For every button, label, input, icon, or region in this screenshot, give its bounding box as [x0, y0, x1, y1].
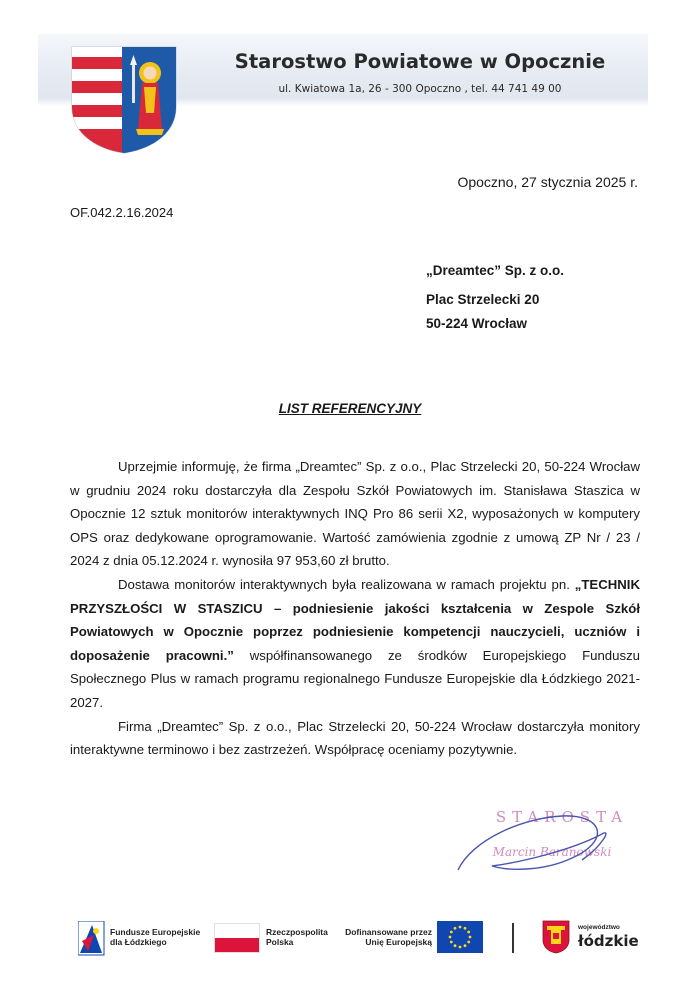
- polish-flag-icon: [214, 923, 260, 953]
- stamp-title: STAROSTA: [495, 808, 629, 826]
- rp-label-line2: Polska: [266, 937, 294, 947]
- signature-stamp: [452, 800, 642, 880]
- letter-date: Opoczno, 27 stycznia 2025 r.: [457, 174, 638, 190]
- funding-logos-bar: [0, 915, 700, 965]
- stamp-name: Marcin Baranowski: [492, 845, 612, 859]
- organization-address: ul. Kwiatowa 1a, 26 - 300 Opoczno , tel. 44 741 49 00: [278, 83, 562, 95]
- fe-label-line1: Fundusze Europejskie: [110, 927, 201, 937]
- project-name: „TECHNIK PRZYSZŁOŚCI W STASZICU – podniesienie jakości kształcenia w Zespole Szkół Powiatowych w Opocznie poprzez podniesienie kompetencji nauczycieli, uczniów i doposażenie pracowni.”: [70, 576, 640, 663]
- footer-divider: [512, 923, 514, 953]
- fe-label: [110, 927, 200, 947]
- paragraph-2: [70, 573, 640, 715]
- lodzkie-crest-icon: [542, 920, 570, 954]
- fe-label-line2: dla Łódzkiego: [110, 937, 167, 947]
- region-small-label: województwo: [578, 924, 620, 931]
- document-title: LIST REFERENCYJNY: [278, 401, 422, 416]
- rp-label: [266, 927, 328, 947]
- paragraph-1: Uprzejmie informuję, że firma „Dreamtec” Sp. z o.o., Plac Strzelecki 20, 50-224 Wrocław w grudniu 2024 roku dostarczyła dla Zespołu Szkół Powiatowych im. Stanisława Staszica w Opocznie 12 sztuk monitorów interaktywnych INQ Pro 86 serii X2, wyposażonych w komputery OPS oraz dedykowane oprogramowanie. Wartość zamówienia zgodnie z umową ZP Nr / 23 / 2024 z dnia 05.12.2024 r. wynosiła 97 953,60 zł brutto.: [70, 459, 640, 569]
- eu-flag-icon: [437, 921, 483, 953]
- eu-label: [344, 927, 432, 947]
- paragraph-2-intro: Dostawa monitorów interaktywnych była realizowana w ramach projektu pn.: [118, 576, 575, 592]
- letter-body: [70, 455, 640, 762]
- region-name: łódzkie: [578, 932, 639, 950]
- eu-label-line2: Unię Europejską: [365, 937, 432, 947]
- recipient-city: 50-224 Wrocław: [426, 316, 528, 331]
- recipient-company: „Dreamtec” Sp. z o.o.: [426, 263, 565, 278]
- rp-label-line1: Rzeczpospolita: [266, 927, 328, 937]
- eu-label-line1: Dofinansowane przez: [345, 927, 432, 937]
- paragraph-2-outro: współfinansowanego ze środków Europejskiego Funduszu Społecznego Plus w ramach programu regionalnego Fundusze Europejskie dla Łódzkiego 2021-2027.: [70, 647, 640, 710]
- organization-name: Starostwo Powiatowe w Opocznie: [234, 50, 606, 73]
- european-funds-icon: [78, 921, 106, 957]
- recipient-street: Plac Strzelecki 20: [426, 292, 540, 307]
- reference-number: OF.042.2.16.2024: [70, 205, 174, 220]
- paragraph-3: Firma „Dreamtec” Sp. z o.o., Plac Strzelecki 20, 50-224 Wrocław dostarczyła monitory interaktywne terminowo i bez zastrzeżeń. Współpracę oceniamy pozytywnie.: [70, 718, 640, 758]
